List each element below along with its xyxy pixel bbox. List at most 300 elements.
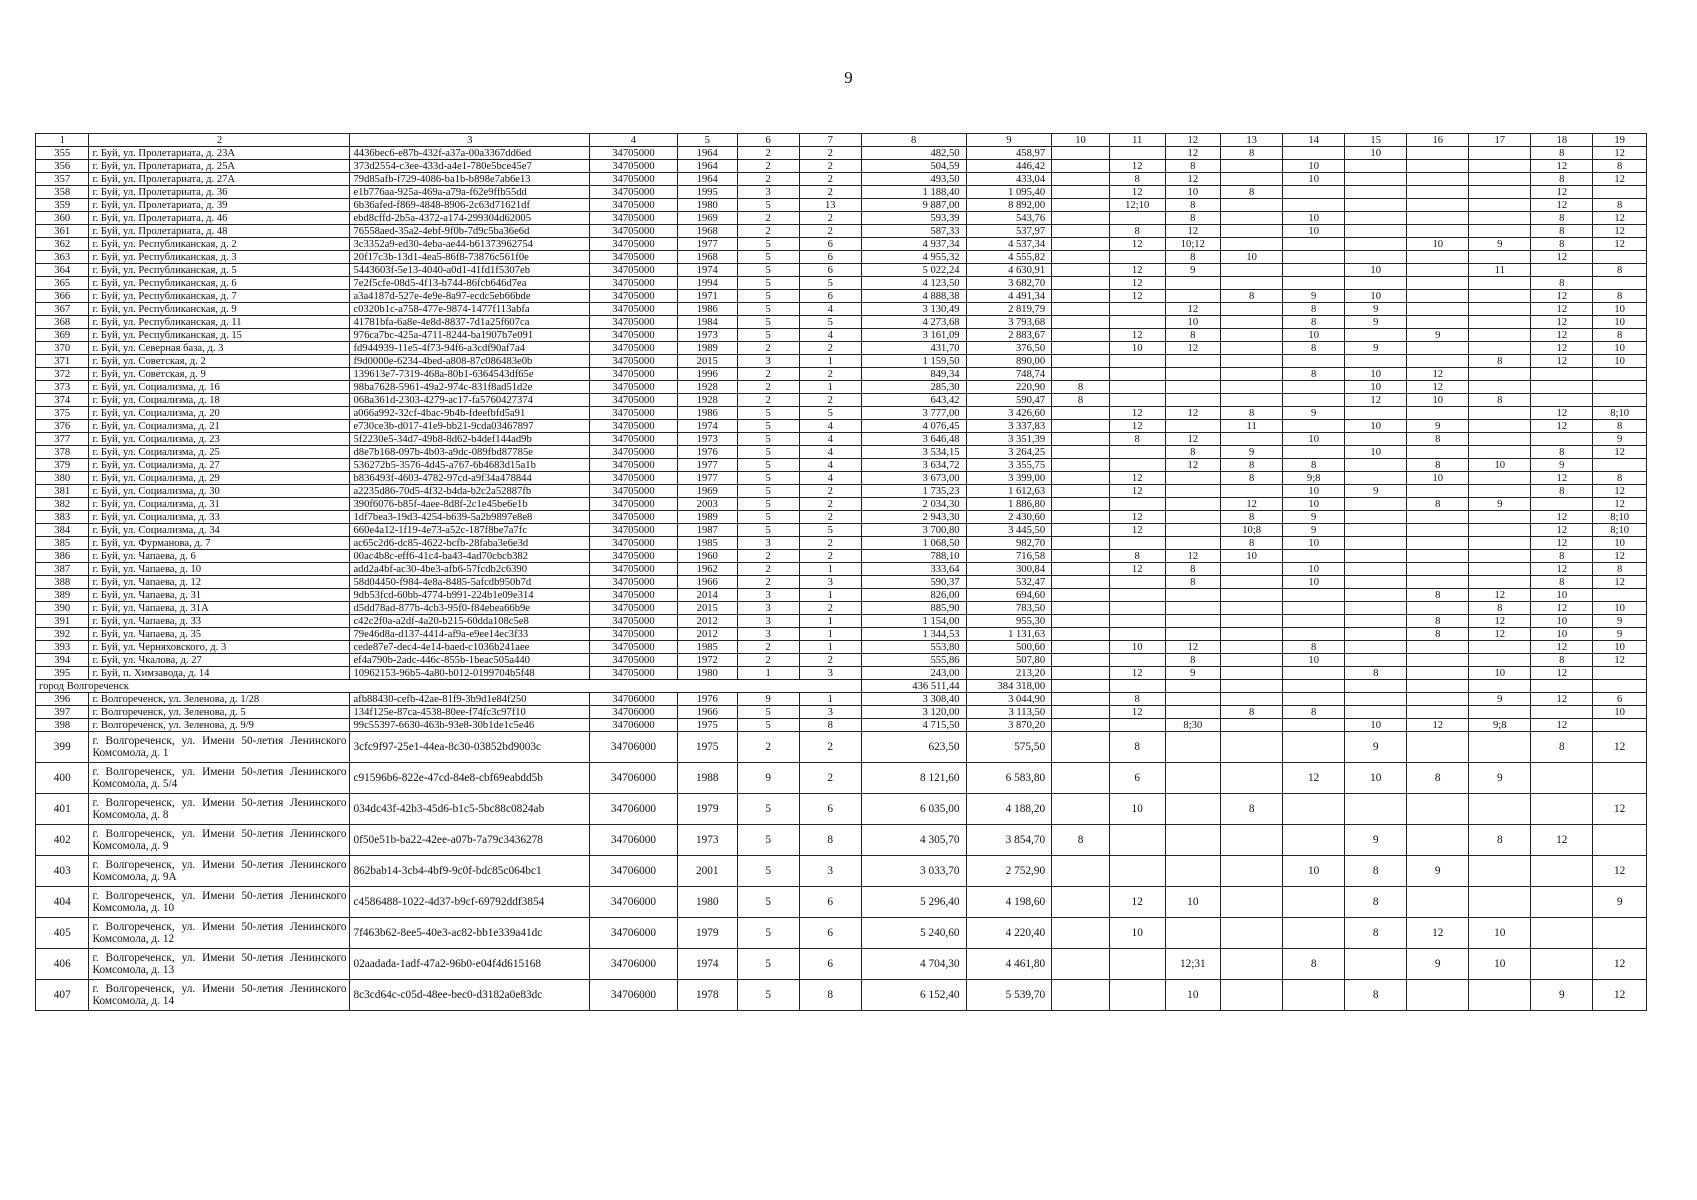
table-cell: 3 634,72: [861, 459, 966, 472]
table-cell: 482,50: [861, 147, 966, 160]
table-cell: 12: [1593, 794, 1647, 825]
table-cell: г. Буй, ул. Социализма, д. 16: [89, 381, 350, 394]
table-cell: 34705000: [590, 602, 678, 615]
header-cell: 16: [1407, 134, 1469, 147]
table-cell: 405: [36, 918, 89, 949]
table-cell: 8 121,60: [861, 763, 966, 794]
table-cell: 1df7bea3-19d3-4254-b639-5a2b9897e8e8: [350, 511, 590, 524]
table-cell: 376,50: [966, 342, 1052, 355]
table-cell: 285,30: [861, 381, 966, 394]
table-cell: 9: [1283, 524, 1345, 537]
table-cell: 9: [1407, 856, 1469, 887]
table-cell: 862bab14-3cb4-4bf9-9c0f-bdc85c064bc1: [350, 856, 590, 887]
table-cell: 375: [36, 407, 89, 420]
table-cell: 34705000: [590, 212, 678, 225]
table-cell: 12: [1531, 355, 1593, 368]
table-cell: 8: [1221, 407, 1283, 420]
table-row: [36, 980, 1647, 1011]
table-cell: 5: [799, 316, 861, 329]
table-cell: 5: [737, 277, 799, 290]
table-cell: 890,00: [966, 355, 1052, 368]
table-cell: 4 937,34: [861, 238, 966, 251]
table-cell: [1221, 615, 1283, 628]
table-cell: 3 399,00: [966, 472, 1052, 485]
table-cell: 389: [36, 589, 89, 602]
table-cell: 553,80: [861, 641, 966, 654]
table-cell: [1469, 173, 1531, 186]
table-cell: 10: [1407, 394, 1469, 407]
table-cell: [1283, 420, 1345, 433]
table-cell: 3 351,39: [966, 433, 1052, 446]
table-cell: [1052, 277, 1110, 290]
table-cell: 34705000: [590, 329, 678, 342]
table-cell: 507,80: [966, 654, 1052, 667]
table-cell: [1407, 576, 1469, 589]
table-cell: 9: [1593, 433, 1647, 446]
table-cell: [1407, 251, 1469, 264]
table-cell: 10: [1593, 303, 1647, 316]
table-cell: 8: [1165, 563, 1221, 576]
table-cell: 5: [737, 706, 799, 719]
table-cell: 8: [1283, 316, 1345, 329]
table-cell: 1: [799, 381, 861, 394]
table-cell: 8: [1469, 355, 1531, 368]
table-cell: 4 704,30: [861, 949, 966, 980]
table-cell: 79d85afb-f729-4086-ba1b-b898e7ab6e13: [350, 173, 590, 186]
table-cell: [1345, 576, 1407, 589]
table-cell: [1469, 290, 1531, 303]
table-cell: 643,42: [861, 394, 966, 407]
table-cell: 3 113,50: [966, 706, 1052, 719]
table-cell: [1221, 381, 1283, 394]
table-cell: 5: [737, 316, 799, 329]
table-cell: г. Волгореченск, ул. Имени 50-летия Ленинского Комсомола, д. 9: [89, 825, 350, 856]
table-cell: 34706000: [590, 887, 678, 918]
table-cell: 7f463b62-8ee5-40e3-ac82-bb1e339a41dc: [350, 918, 590, 949]
table-cell: [1531, 918, 1593, 949]
table-cell: 407: [36, 980, 89, 1011]
table-cell: [1109, 446, 1165, 459]
table-cell: b836493f-4603-4782-97cd-a9f34a478844: [350, 472, 590, 485]
table-cell: 1: [799, 355, 861, 368]
table-cell: [1407, 563, 1469, 576]
table-cell: 383: [36, 511, 89, 524]
table-cell: 5: [737, 825, 799, 856]
table-cell: a2235d86-70d5-4f32-b4da-b2c2a52887fb: [350, 485, 590, 498]
table-cell: 5: [737, 238, 799, 251]
table-cell: г. Буй, ул. Социализма, д. 21: [89, 420, 350, 433]
table-cell: [1345, 407, 1407, 420]
table-cell: г. Буй, ул. Фурманова, д. 7: [89, 537, 350, 550]
table-cell: 394: [36, 654, 89, 667]
table-cell: [1283, 667, 1345, 680]
header-cell: 10: [1052, 134, 1110, 147]
table-cell: 12: [1109, 420, 1165, 433]
table-cell: 5: [737, 303, 799, 316]
table-cell: 1 344,53: [861, 628, 966, 641]
table-cell: 10: [1531, 589, 1593, 602]
table-cell: 9: [1407, 420, 1469, 433]
table-cell: 4: [799, 472, 861, 485]
table-cell: [1052, 407, 1110, 420]
table-cell: [1407, 199, 1469, 212]
table-cell: [1531, 887, 1593, 918]
table-cell: 79e46d8a-d137-4414-af9a-e9ee14ec3f33: [350, 628, 590, 641]
table-cell: [1407, 290, 1469, 303]
table-row: [36, 763, 1647, 794]
table-cell: 8: [1165, 251, 1221, 264]
table-cell: 4 955,32: [861, 251, 966, 264]
table-cell: 34705000: [590, 459, 678, 472]
table-cell: 34705000: [590, 511, 678, 524]
table-cell: 9: [1165, 667, 1221, 680]
table-cell: 2: [737, 563, 799, 576]
table-cell: 243,00: [861, 667, 966, 680]
table-cell: [1052, 918, 1110, 949]
table-cell: cede87e7-dec4-4e14-baed-c1036b241aee: [350, 641, 590, 654]
table-cell: [1283, 381, 1345, 394]
table-cell: [1345, 602, 1407, 615]
table-cell: г. Буй, ул. Республиканская, д. 11: [89, 316, 350, 329]
table-cell: [1052, 420, 1110, 433]
table-cell: 5 539,70: [966, 980, 1052, 1011]
table-cell: add2a4bf-ac30-4be3-afb6-57fcdb2c6390: [350, 563, 590, 576]
table-cell: [1531, 706, 1593, 719]
table-cell: [1165, 856, 1221, 887]
table-cell: 10: [1593, 355, 1647, 368]
table-cell: 0f50e51b-ba22-42ee-a07b-7a79c3436278: [350, 825, 590, 856]
table-cell: [1469, 856, 1531, 887]
table-cell: 1978: [677, 980, 737, 1011]
table-cell: [1165, 825, 1221, 856]
table-cell: 3: [737, 589, 799, 602]
table-cell: 431,70: [861, 342, 966, 355]
table-cell: 5: [737, 329, 799, 342]
table-cell: 34706000: [590, 856, 678, 887]
table-cell: [1531, 433, 1593, 446]
table-cell: [1593, 825, 1647, 856]
table-cell: [1407, 212, 1469, 225]
table-cell: [1165, 537, 1221, 550]
table-cell: 8: [1283, 949, 1345, 980]
table-cell: г. Буй, ул. Пролетариата, д. 36: [89, 186, 350, 199]
table-cell: 8: [1407, 615, 1469, 628]
table-cell: 4 461,80: [966, 949, 1052, 980]
table-cell: 788,10: [861, 550, 966, 563]
table-cell: [1469, 980, 1531, 1011]
table-cell: [1469, 316, 1531, 329]
table-cell: 6: [799, 264, 861, 277]
table-cell: 12: [1165, 173, 1221, 186]
table-cell: 2: [737, 381, 799, 394]
table-cell: 378: [36, 446, 89, 459]
table-cell: 8: [1593, 160, 1647, 173]
table-cell: 5: [737, 856, 799, 887]
table-cell: 2: [799, 160, 861, 173]
table-cell: 1980: [677, 667, 737, 680]
table-cell: [1052, 693, 1110, 706]
table-cell: [1052, 980, 1110, 1011]
table-cell: 4: [799, 446, 861, 459]
table-cell: 12: [1109, 706, 1165, 719]
table-cell: 12: [1593, 550, 1647, 563]
table-cell: [1165, 381, 1221, 394]
table-cell: [1221, 856, 1283, 887]
table-cell: [1283, 719, 1345, 732]
table-cell: 4 630,91: [966, 264, 1052, 277]
table-cell: 9: [1221, 446, 1283, 459]
table-cell: 8: [1531, 277, 1593, 290]
table-cell: [1109, 355, 1165, 368]
table-cell: [1407, 173, 1469, 186]
table-cell: 12: [1531, 524, 1593, 537]
table-cell: [1283, 355, 1345, 368]
table-cell: [1052, 615, 1110, 628]
table-cell: [1052, 485, 1110, 498]
table-cell: [1345, 433, 1407, 446]
table-cell: 3 308,40: [861, 693, 966, 706]
table-cell: [1469, 147, 1531, 160]
table-cell: 3 426,60: [966, 407, 1052, 420]
table-cell: 6: [799, 949, 861, 980]
page-number: 9: [844, 68, 853, 87]
table-cell: 8: [1221, 794, 1283, 825]
table-cell: 458,97: [966, 147, 1052, 160]
table-cell: 532,47: [966, 576, 1052, 589]
table-cell: 537,97: [966, 225, 1052, 238]
table-cell: 2 430,60: [966, 511, 1052, 524]
table-cell: [1407, 550, 1469, 563]
table-cell: 34705000: [590, 186, 678, 199]
table-cell: [1407, 446, 1469, 459]
table-cell: 399: [36, 732, 89, 763]
table-cell: 1 095,40: [966, 186, 1052, 199]
header-cell: 11: [1109, 134, 1165, 147]
table-cell: 371: [36, 355, 89, 368]
header-row: [36, 134, 1647, 147]
table-cell: 10: [1165, 316, 1221, 329]
table-cell: 397: [36, 706, 89, 719]
table-cell: 8: [1165, 329, 1221, 342]
table-cell: 34705000: [590, 407, 678, 420]
table-cell: 10: [1109, 342, 1165, 355]
table-cell: [1221, 628, 1283, 641]
table-cell: [1345, 537, 1407, 550]
table-cell: 543,76: [966, 212, 1052, 225]
table-cell: [1052, 446, 1110, 459]
table-cell: c91596b6-822e-47cd-84e8-cbf69eabdd5b: [350, 763, 590, 794]
header-cell: 8: [861, 134, 966, 147]
table-cell: 34706000: [590, 825, 678, 856]
table-cell: 8: [1221, 706, 1283, 719]
table-cell: [1469, 472, 1531, 485]
table-cell: 8: [1165, 160, 1221, 173]
table-cell: [1052, 199, 1110, 212]
table-cell: 364: [36, 264, 89, 277]
table-cell: 8: [1469, 394, 1531, 407]
table-cell: 2: [799, 368, 861, 381]
table-cell: f9d0000e-6234-4bed-a808-87c086483e0b: [350, 355, 590, 368]
table-cell: 12: [1469, 615, 1531, 628]
table-cell: [1109, 498, 1165, 511]
header-cell: 17: [1469, 134, 1531, 147]
table-cell: 388: [36, 576, 89, 589]
table-row: [36, 641, 1647, 654]
table-cell: 1928: [677, 381, 737, 394]
table-cell: 12: [1531, 290, 1593, 303]
table-cell: [1283, 199, 1345, 212]
table-cell: 8;10: [1593, 524, 1647, 537]
table-cell: [1165, 628, 1221, 641]
table-cell: 5: [737, 199, 799, 212]
section-area-living: 384 318,00: [966, 680, 1052, 693]
table-cell: 8 892,00: [966, 199, 1052, 212]
table-cell: [1593, 394, 1647, 407]
table-cell: 1989: [677, 342, 737, 355]
table-cell: 4: [799, 303, 861, 316]
table-cell: [1345, 680, 1407, 693]
table-cell: 6: [799, 238, 861, 251]
table-cell: [1283, 628, 1345, 641]
table-cell: [1407, 303, 1469, 316]
table-cell: г. Волгореченск, ул. Зеленова, д. 9/9: [89, 719, 350, 732]
table-cell: 1996: [677, 368, 737, 381]
table-cell: г. Буй, ул. Пролетариата, д. 48: [89, 225, 350, 238]
table-cell: 2: [737, 342, 799, 355]
table-cell: 8: [1345, 918, 1407, 949]
table-row: [36, 949, 1647, 980]
header-cell: 9: [966, 134, 1052, 147]
table-cell: 9: [1345, 316, 1407, 329]
table-cell: 12: [1593, 238, 1647, 251]
table-cell: г. Волгореченск, ул. Имени 50-летия Ленинского Комсомола, д. 8: [89, 794, 350, 825]
table-cell: 367: [36, 303, 89, 316]
table-cell: 5: [799, 407, 861, 420]
table-cell: 8: [1531, 238, 1593, 251]
table-cell: [1221, 949, 1283, 980]
table-cell: г. Буй, ул. Социализма, д. 31: [89, 498, 350, 511]
table-cell: г. Буй, ул. Чапаева, д. 6: [89, 550, 350, 563]
table-cell: 10: [1469, 667, 1531, 680]
table-cell: [1469, 212, 1531, 225]
table-cell: 10: [1593, 706, 1647, 719]
table-cell: [1052, 368, 1110, 381]
table-cell: 34705000: [590, 641, 678, 654]
table-cell: [1407, 264, 1469, 277]
table-cell: 34705000: [590, 264, 678, 277]
table-cell: 6: [1593, 693, 1647, 706]
table-cell: 34706000: [590, 794, 678, 825]
table-cell: 5: [737, 794, 799, 825]
table-cell: 3: [799, 576, 861, 589]
table-cell: [1052, 706, 1110, 719]
table-cell: 395: [36, 667, 89, 680]
header-cell: 12: [1165, 134, 1221, 147]
table-cell: 3: [799, 856, 861, 887]
table-cell: 10: [1593, 602, 1647, 615]
table-cell: 10;8: [1221, 524, 1283, 537]
table-cell: [1221, 160, 1283, 173]
table-body: [36, 134, 1647, 1011]
table-cell: 10: [1283, 537, 1345, 550]
table-cell: 1976: [677, 446, 737, 459]
table-cell: [1165, 394, 1221, 407]
table-cell: 5: [737, 446, 799, 459]
table-cell: 10: [1283, 329, 1345, 342]
table-cell: 387: [36, 563, 89, 576]
table-cell: 2 752,90: [966, 856, 1052, 887]
table-cell: 9: [1165, 264, 1221, 277]
table-cell: 982,70: [966, 537, 1052, 550]
table-cell: 12: [1593, 980, 1647, 1011]
table-cell: [1407, 355, 1469, 368]
table-cell: 34705000: [590, 498, 678, 511]
table-cell: [1221, 368, 1283, 381]
table-cell: [1283, 550, 1345, 563]
table-cell: г. Волгореченск, ул. Имени 50-летия Ленинского Комсомола, д. 10: [89, 887, 350, 918]
table-cell: 5: [737, 472, 799, 485]
table-cell: [1109, 576, 1165, 589]
table-cell: 10: [1283, 498, 1345, 511]
table-cell: 12: [1109, 667, 1165, 680]
table-cell: 6 035,00: [861, 794, 966, 825]
table-cell: 536272b5-3576-4d45-a767-6b4683d15a1b: [350, 459, 590, 472]
table-cell: [1407, 602, 1469, 615]
table-cell: [1345, 160, 1407, 173]
table-cell: [1531, 368, 1593, 381]
table-cell: [1407, 667, 1469, 680]
table-cell: [1052, 550, 1110, 563]
table-row: [36, 342, 1647, 355]
table-cell: 1: [799, 589, 861, 602]
table-cell: 393: [36, 641, 89, 654]
table-cell: [1407, 693, 1469, 706]
table-cell: г. Буй, ул. Советская, д. 9: [89, 368, 350, 381]
table-cell: г. Волгореченск, ул. Имени 50-летия Ленинского Комсомола, д. 12: [89, 918, 350, 949]
table-cell: 12: [1109, 186, 1165, 199]
table-cell: 10: [1407, 472, 1469, 485]
table-cell: [1109, 628, 1165, 641]
table-cell: 12: [1531, 719, 1593, 732]
table-cell: 12: [1165, 303, 1221, 316]
table-cell: 12: [1593, 949, 1647, 980]
table-cell: [1052, 264, 1110, 277]
table-cell: 8: [1345, 667, 1407, 680]
table-cell: 34705000: [590, 550, 678, 563]
table-cell: 2012: [677, 628, 737, 641]
table-cell: 8: [1407, 433, 1469, 446]
table-cell: 12: [1165, 433, 1221, 446]
table-cell: [1531, 381, 1593, 394]
table-cell: [1531, 394, 1593, 407]
table-cell: 8: [1221, 511, 1283, 524]
table-cell: 2: [799, 225, 861, 238]
table-cell: 3 264,25: [966, 446, 1052, 459]
table-cell: 9: [1407, 949, 1469, 980]
table-cell: [1531, 264, 1593, 277]
table-cell: [1052, 160, 1110, 173]
table-row: [36, 433, 1647, 446]
table-cell: d5dd78ad-877b-4cb3-95f0-f84ebea66b9e: [350, 602, 590, 615]
table-row: [36, 316, 1647, 329]
table-cell: 3: [737, 602, 799, 615]
table-cell: [1165, 420, 1221, 433]
table-cell: 4 123,50: [861, 277, 966, 290]
table-row: [36, 667, 1647, 680]
table-cell: 1977: [677, 459, 737, 472]
table-cell: [1221, 693, 1283, 706]
table-cell: [1165, 732, 1221, 763]
